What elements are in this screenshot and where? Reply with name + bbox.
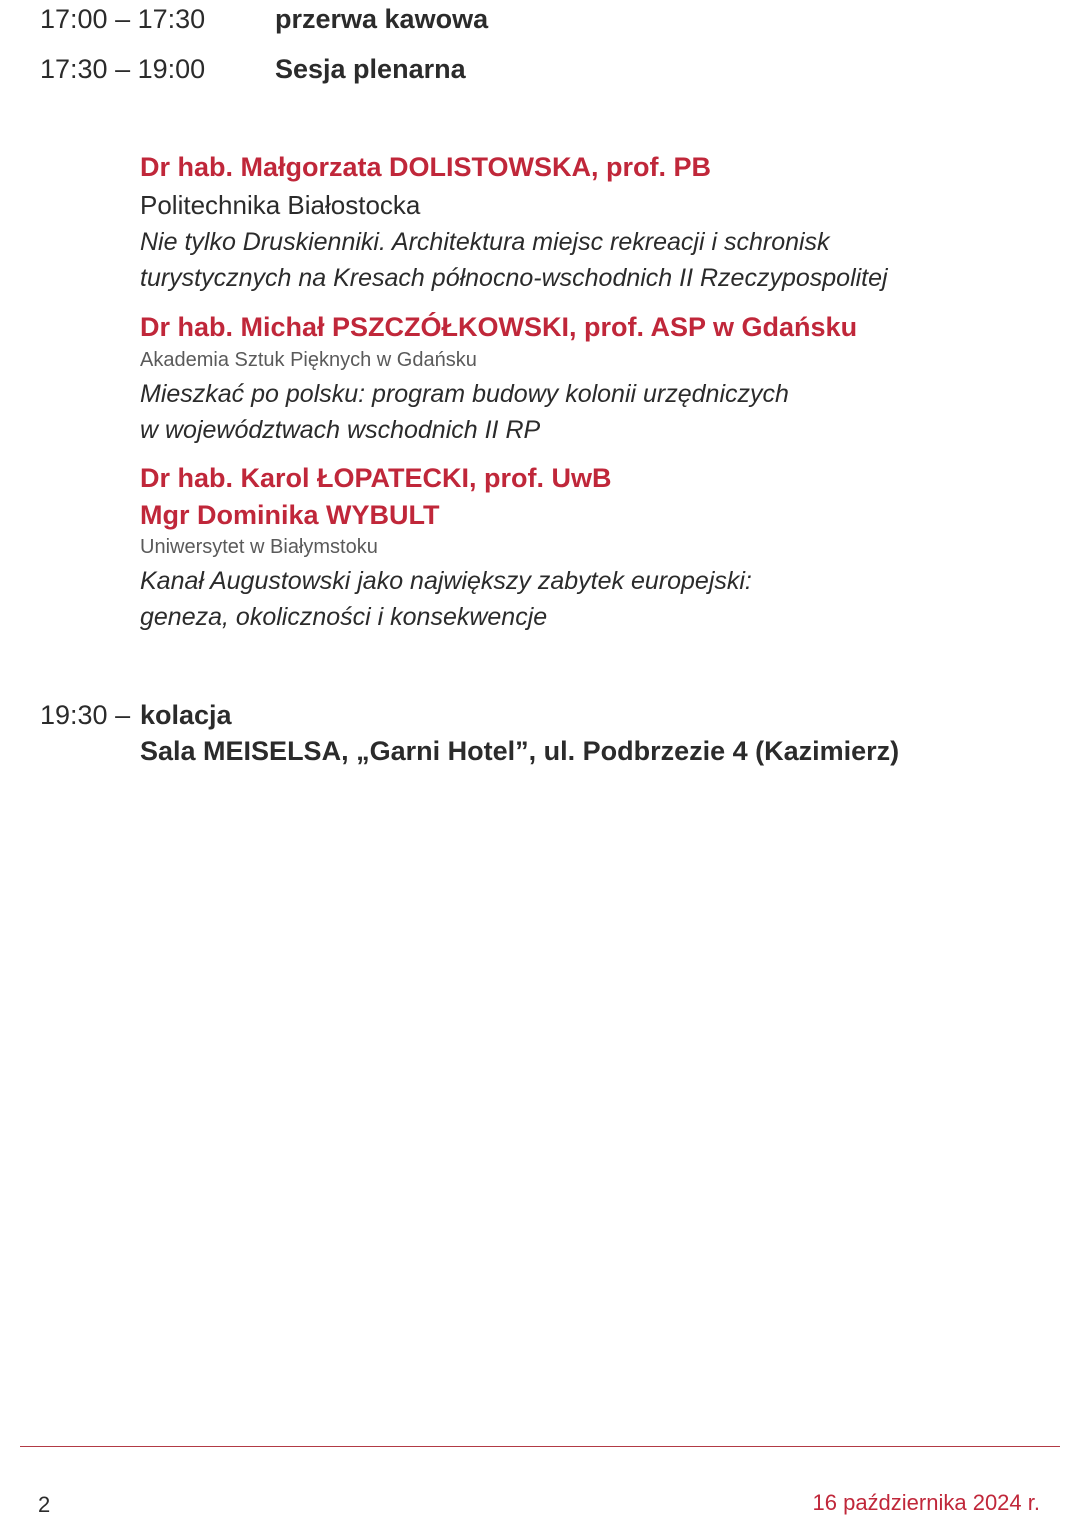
talk-1-affiliation: Politechnika Białostocka bbox=[140, 190, 421, 220]
schedule-time-coffee: 17:00 – 17:30 bbox=[40, 4, 206, 34]
talk-3-speaker-1: Dr hab. Karol ŁOPATECKI, prof. UwB bbox=[140, 463, 612, 493]
footer-date: 16 października 2024 r. bbox=[812, 1490, 1040, 1515]
schedule-title-coffee: przerwa kawowa bbox=[275, 4, 489, 34]
footer-divider bbox=[20, 1446, 1060, 1447]
schedule-time-plenary: 17:30 – 19:00 bbox=[40, 54, 206, 84]
talk-1-title-line-1: Nie tylko Druskienniki. Architektura miejsc rekreacji i schronisk bbox=[140, 228, 830, 256]
talk-2-title-line-2: w województwach wschodnich II RP bbox=[140, 416, 541, 444]
dinner-venue: Sala MEISELSA, „Garni Hotel”, ul. Podbrzezie 4 (Kazimierz) bbox=[140, 736, 900, 766]
dinner-title: kolacja bbox=[140, 700, 232, 730]
talk-2-title-line-1: Mieszkać po polsku: program budowy kolonii urzędniczych bbox=[140, 380, 789, 408]
talk-2-affiliation: Akademia Sztuk Pięknych w Gdańsku bbox=[140, 349, 477, 371]
talk-1-speaker: Dr hab. Małgorzata DOLISTOWSKA, prof. PB bbox=[140, 152, 712, 182]
talk-3-speaker-2: Mgr Dominika WYBULT bbox=[140, 500, 440, 530]
talk-2-speaker: Dr hab. Michał PSZCZÓŁKOWSKI, prof. ASP w Gdańsku bbox=[140, 312, 858, 342]
dinner-time: 19:30 – bbox=[40, 700, 131, 730]
talk-1-title-line-2: turystycznych na Kresach północno-wschodnich II Rzeczypospolitej bbox=[140, 264, 888, 292]
talk-3-affiliation: Uniwersytet w Białymstoku bbox=[140, 536, 378, 558]
page-number: 2 bbox=[38, 1492, 51, 1517]
schedule-title-plenary: Sesja plenarna bbox=[275, 54, 466, 84]
talk-3-title-line-2: geneza, okoliczności i konsekwencje bbox=[140, 603, 548, 631]
talk-3-title-line-1: Kanał Augustowski jako największy zabytek europejski: bbox=[140, 567, 752, 595]
